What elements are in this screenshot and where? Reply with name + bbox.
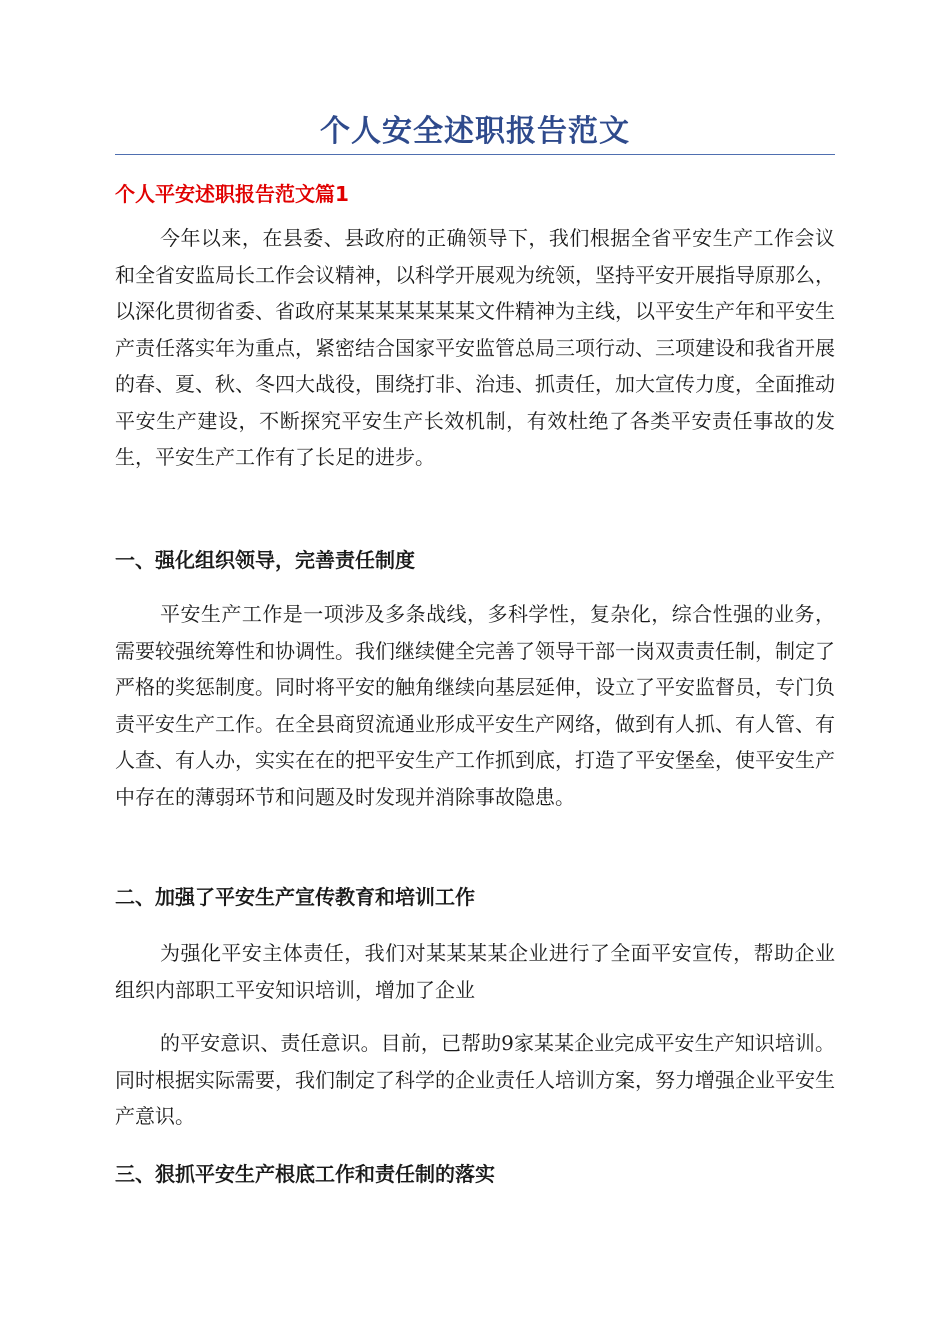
section-2-paragraph-1: 为强化平安主体责任，我们对某某某某企业进行了全面平安宣传，帮助企业组织内部职工平安知识培训，增加了企业 — [115, 941, 835, 1002]
section-heading-3: 三、狠抓平安生产根底工作和责任制的落实 — [115, 1162, 495, 1186]
section-2-paragraph-2: 的平安意识、责任意识。目前，已帮助9家某某企业完成平安生产知识培训。同时根据实际需要，我们制定了科学的企业责任人培训方案，努力增强企业平安生产意识。 — [115, 1031, 835, 1128]
article-heading: 个人平安述职报告范文篇1 — [115, 182, 349, 206]
section-1-paragraph-1: 平安生产工作是一项涉及多条战线，多科学性，复杂化，综合性强的业务，需要较强统筹性和协调性。我们继续健全完善了领导干部一岗双责责任制，制定了严格的奖惩制度。同时将平安的触角继续向基层延伸，设立了平安监督员，专门负责平安生产工作。在全县商贸流通业形成平安生产网络，做到有人抓、有人管、有人查、有人办，实实在在的把平安生产工作抓到底，打造了平安堡垒，使平安生产中存在的薄弱环节和问题及时发现并消除事故隐患。 — [115, 602, 835, 809]
document-title: 个人安全述职报告范文 — [320, 114, 630, 149]
title-underline-divider — [115, 154, 835, 155]
section-heading-1: 一、强化组织领导，完善责任制度 — [115, 548, 415, 572]
intro-paragraph: 今年以来，在县委、县政府的正确领导下，我们根据全省平安生产工作会议和全省安监局长工作会议精神，以科学开展观为统领，坚持平安开展指导原那么，以深化贯彻省委、省政府某某某某某某某文件精神为主线，以平安生产年和平安生产责任落实年为重点，紧密结合国家平安监管总局三项行动、三项建设和我省开展的春、夏、秋、冬四大战役，围绕打非、治违、抓责任，加大宣传力度，全面推动平安生产建设，不断探究平安生产长效机制，有效杜绝了各类平安责任事故的发生，平安生产工作有了长足的进步。 — [115, 226, 835, 469]
section-heading-2: 二、加强了平安生产宣传教育和培训工作 — [115, 885, 475, 909]
